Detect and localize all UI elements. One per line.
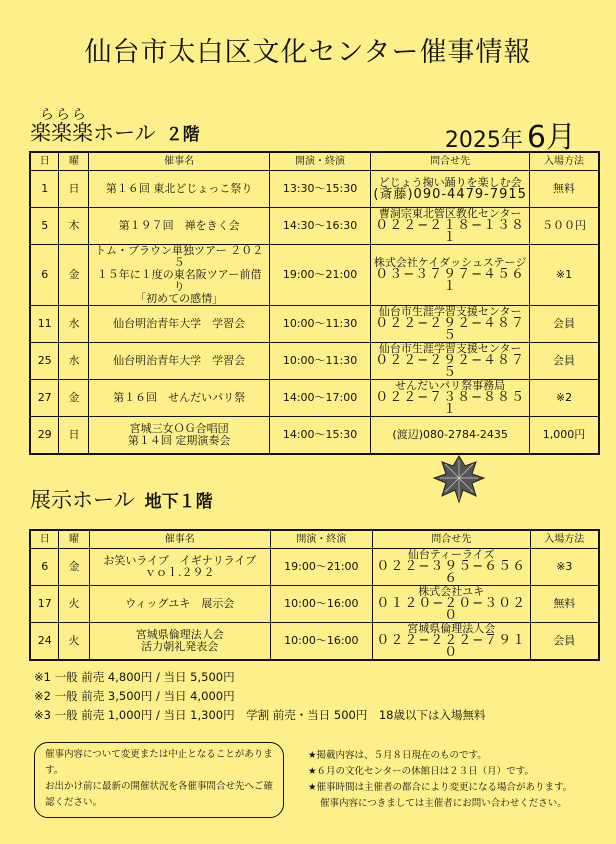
event-time: 19:00〜21:00 [270,549,372,586]
event-time: 10:00〜16:00 [270,623,372,661]
event-name: お笑いライブ イギナリライブ ｖｏｌ.２９２ [89,549,270,586]
note-2: ※2 一般 前売 3,500円 / 当日 4,000円 [34,689,235,703]
hall2-floor: 地下１階 [144,492,213,512]
hall1-heading [30,117,200,147]
event-contact: 仙台市生涯学習支援センター ０２２−２９２−４８７５ [371,306,530,343]
event-contact: せんだいパリ祭事務局 ０２２−７３８−８８５１ [371,380,530,417]
leaf-icon [432,452,486,504]
event-time: 13:30〜15:30 [269,171,371,208]
event-contact: どじょう掬い踊りを楽しむ会 (斎藤)090-4479-7915 [371,171,530,208]
hall2-table [29,529,600,661]
hall1-ruby: ららら [40,107,88,123]
column-header: 催事名 [89,530,270,549]
column-header: 開演・終演 [270,530,372,549]
column-header: 開演・終演 [269,152,371,171]
event-name: 仙台明治青年大学 学習会 [89,343,269,380]
event-name: 第１９７回 禅をきく会 [89,208,269,245]
column-header: 問合せ先 [371,152,530,171]
event-contact: 株式会社ユキ ０１２０−２０−３０２０ [372,586,530,623]
notice-box [34,742,284,818]
event-time: 10:00〜16:00 [270,586,372,623]
event-contact: 宮城県倫理法人会 ０２２−２２２−７９１０ [372,623,530,661]
event-time: 14:00〜17:00 [269,380,371,417]
event-day: 11 [30,306,59,343]
page-title: 仙台市太白区文化センター催事情報 [84,37,532,68]
event-weekday: 水 [59,306,89,343]
event-admission: 会員 [530,623,599,661]
table-header [30,530,599,549]
event-name: 第１６回 東北どじょっこ祭り [89,171,269,208]
event-time: 14:30〜16:30 [269,208,371,245]
event-weekday: 金 [59,380,89,417]
event-time: 19:00〜21:00 [269,245,371,306]
event-admission: 会員 [530,343,600,380]
event-time: 10:00〜11:30 [269,306,371,343]
event-day: 1 [30,171,59,208]
event-weekday: 火 [59,586,89,623]
event-weekday: 水 [59,343,89,380]
note-3: ※3 一般 前売 1,000円 / 当日 1,300円 学割 前売・当日 500円 18歳以下は入場無料 [34,708,486,722]
date-month: 6月 [526,120,576,155]
column-header: 入場方法 [530,530,599,549]
event-admission: 1,000円 [530,417,600,455]
event-admission: 無料 [530,586,599,623]
event-name: 宮城三女ＯＧ合唱団 第１４回 定期演奏会 [89,417,269,455]
info-line-4: 催事内容につきましては主催者にお問い合わせください。 [320,798,567,809]
event-day: 27 [30,380,59,417]
column-header: 曜 [59,530,89,549]
event-weekday: 日 [59,417,89,455]
event-weekday: 金 [59,245,89,306]
table-header [30,152,599,171]
event-name: 仙台明治青年大学 学習会 [89,306,269,343]
event-weekday: 金 [59,549,89,586]
column-header: 催事名 [89,152,269,171]
event-weekday: 日 [59,171,89,208]
event-day: 29 [30,417,59,455]
event-name: 宮城県倫理法人会 活力朝礼発表会 [89,623,270,661]
notice-line-1: 催事内容について変更または中止となることがあります。 [45,749,273,776]
event-time: 14:00〜15:30 [269,417,371,455]
column-header: 入場方法 [530,152,600,171]
event-contact: 仙台ティーライズ ０２２−３９５−６５６６ [372,549,530,586]
event-name: ウィッグユキ 展示会 [89,586,270,623]
event-day: 6 [30,245,59,306]
table-row [30,171,599,208]
event-contact: (渡辺)080-2784-2435 [371,417,530,455]
column-header: 日 [30,152,59,171]
event-day: 17 [30,586,59,623]
column-header: 曜 [59,152,89,171]
table-row [30,380,599,417]
issue-date [445,112,576,156]
table-row [30,306,599,343]
event-admission: 無料 [530,171,600,208]
table-row [30,417,599,455]
table-row [30,586,599,623]
info-line-2: ★６月の文化センターの休館日は２３日（月）です。 [308,766,534,777]
event-admission: ※3 [530,549,599,586]
event-contact: 曹洞宗東北管区教化センター ０２２−２１８−１３８１ [371,208,530,245]
column-header: 日 [30,530,59,549]
event-name: トム・ブラウン単独ツアー ２０２５ １５年に１度の東名阪ツアー前借り 「初めての感情」 [89,245,269,306]
event-admission: ５００円 [530,208,600,245]
hall1-name: 楽楽楽ホール [30,121,156,145]
event-admission: ※2 [530,380,600,417]
column-header: 問合せ先 [372,530,530,549]
event-admission: 会員 [530,306,600,343]
hall2-heading [30,484,213,514]
event-name: 第１６回 せんだいパリ祭 [89,380,269,417]
event-day: 25 [30,343,59,380]
note-1: ※1 一般 前売 4,800円 / 当日 5,500円 [34,670,235,684]
event-admission: ※1 [530,245,600,306]
price-notes [34,668,486,725]
table-row [30,343,599,380]
info-line-1: ★掲載内容は、５月８日現在のものです。 [308,750,487,761]
event-weekday: 木 [59,208,89,245]
date-year: 2025年 [444,128,523,153]
event-day: 24 [30,623,59,661]
notice-line-2: お出かけ前に最新の開催状況を各催事問合せ先へご確認ください。 [45,781,274,808]
table-row [30,623,599,661]
event-day: 5 [30,208,59,245]
event-contact: 仙台市生涯学習支援センター ０２２−２９２−４８７５ [371,343,530,380]
table-row [30,549,599,586]
info-notes [308,748,572,812]
table-row [30,245,599,306]
event-weekday: 火 [59,623,89,661]
hall2-name: 展示ホール [30,488,135,512]
hall1-floor: ２階 [165,125,200,145]
event-contact: 株式会社ケイダッシュステージ ０３−３７９７−４５６１ [371,245,530,306]
hall1-table [29,151,600,455]
table-row [30,208,599,245]
event-day: 6 [30,549,59,586]
info-line-3: ★催事時間は主催者の都合により変更になる場合があります。 [308,782,573,793]
event-time: 10:00〜11:30 [269,343,371,380]
